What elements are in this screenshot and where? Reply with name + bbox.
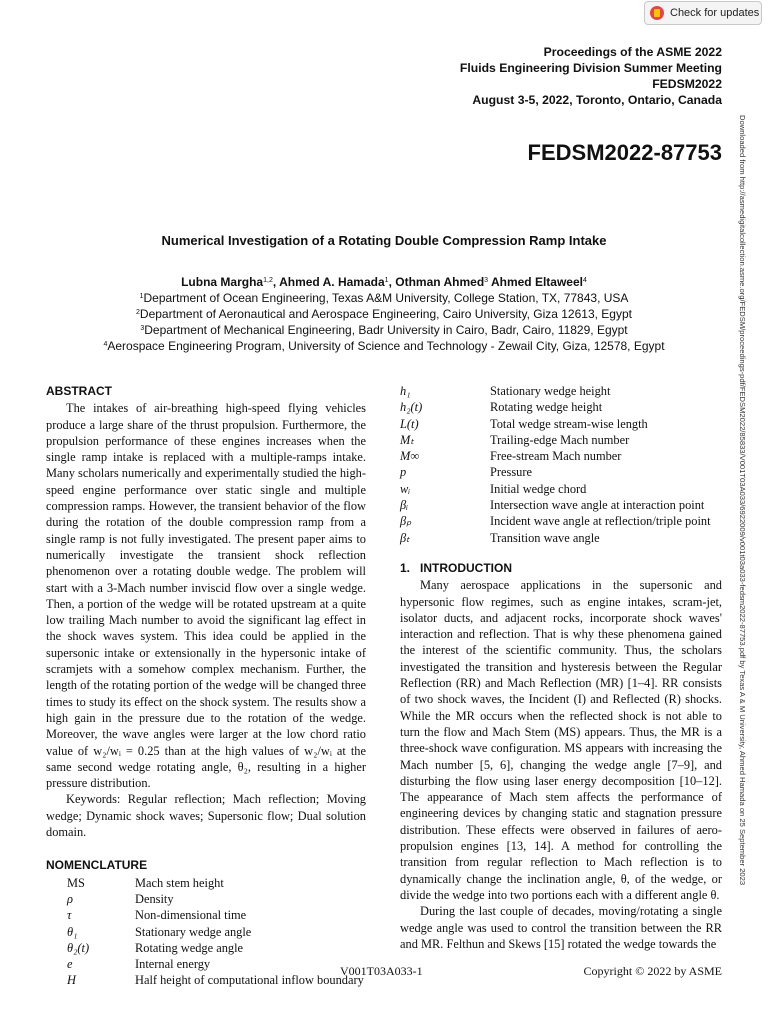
nomenclature-desc: Total wedge stream-wise length bbox=[490, 416, 648, 431]
affiliation-sup: 4 bbox=[103, 341, 108, 348]
author-name: Ahmed Eltaweel bbox=[490, 275, 583, 289]
nomenclature-symbol: βₜ bbox=[400, 530, 410, 545]
proceedings-line: Proceedings of the ASME 2022 bbox=[543, 45, 722, 59]
nomenclature-row bbox=[46, 875, 364, 891]
affiliation bbox=[0, 338, 768, 354]
author-separator: , bbox=[388, 275, 396, 289]
introduction-heading: 1. INTRODUCTION bbox=[400, 560, 513, 575]
nomenclature-desc: Stationary wedge height bbox=[490, 384, 611, 398]
affiliation bbox=[0, 322, 768, 338]
nomenclature-row bbox=[46, 891, 364, 907]
author-sup: 1 bbox=[384, 277, 389, 284]
nomenclature-row bbox=[400, 513, 711, 529]
nomenclature-symbol: βₚ bbox=[400, 514, 412, 529]
nomenclature-symbol: βᵢ bbox=[400, 498, 409, 513]
nomenclature-desc: Intersection wave angle at interaction point bbox=[490, 498, 705, 513]
nomenclature-symbol: H bbox=[67, 973, 76, 988]
nomenclature-row bbox=[400, 383, 711, 399]
nomenclature-row bbox=[400, 432, 711, 448]
nomenclature-symbol: e bbox=[67, 957, 73, 972]
nomenclature-symbol: Mₜ bbox=[400, 432, 414, 447]
affiliation bbox=[0, 290, 768, 306]
check-for-updates-button[interactable] bbox=[644, 1, 762, 25]
keywords-paragraph: Keywords: Regular reflection; Mach reflection; Moving wedge; Dynamic shock waves; Supersonic flow; Dual solution domain. bbox=[46, 792, 366, 840]
left-column bbox=[46, 383, 366, 989]
paper-id: FEDSM2022-87753 bbox=[527, 140, 722, 165]
proceedings-line: FEDSM2022 bbox=[652, 77, 722, 91]
nomenclature-table-right bbox=[400, 383, 711, 546]
author-name: Ahmed A. Hamada bbox=[279, 275, 385, 289]
nomenclature-symbol: θ₂(t) bbox=[67, 940, 90, 955]
affiliation-sup: 2 bbox=[136, 309, 140, 316]
proceedings-line: Fluids Engineering Division Summer Meeting bbox=[459, 61, 722, 75]
affiliation-text: Department of Aeronautical and Aerospace Engineering, Cairo University, Giza 12613, Egypt bbox=[139, 307, 632, 321]
nomenclature-row bbox=[46, 907, 364, 923]
proceedings-header bbox=[460, 44, 722, 108]
affiliation bbox=[0, 306, 768, 322]
affiliation-text: Department of Mechanical Engineering, Badr University in Cairo, Badr, Cairo, 11829, Egypt bbox=[144, 323, 628, 337]
nomenclature-desc: Stationary wedge angle bbox=[135, 924, 252, 939]
author-block bbox=[0, 274, 768, 354]
nomenclature-symbol: τ bbox=[67, 908, 72, 923]
nomenclature-symbol: h₂(t) bbox=[400, 400, 423, 415]
abstract-paragraph: The intakes of air-breathing high-speed flying vehicles produce a large share of the thrust propulsion. Furthermore, the propulsion performance of these engines increases when the single ramp intake is replaced with a multiple-ramps intake. Many scholars numerically and experimentally studied the high-speed engine performance over static single and multiple compression ramps. However, the transient behavior of the flow during the rotation of the double compression ramp from a single ramp is not fully investigated. The present paper aims to numerically investigate the transient shock reflection phenomenon over a rotating double wedge. The problem will start with a 3-Mach number inviscid flow over a single wedge. Then, a portion of the wedge will be rotated upstream at a quite low trailing Mach number to avoid the significant lag effect in the shock waves system. This idea could be applied in the supersonic intake or extensionally in the hypersonic intake of scramjets with a somehow complex mechanism. Further, the length of the rotating portion of the wedge will be changed three times to study its effect on the shock system. The results show a high gain in the pressure due to the rotation of the wedge. Moreover, the wave angles were larger at the low chord ratio value of w₂/wᵢ = 0.25 than at the high values of w₂/wᵢ at the same second wedge rotating angle, θ₂, resulting in a higher pressure distribution. bbox=[46, 401, 366, 791]
author-name: Lubna Margha bbox=[181, 275, 264, 289]
crossmark-icon bbox=[650, 6, 664, 20]
proceedings-line: August 3-5, 2022, Toronto, Ontario, Canada bbox=[472, 93, 722, 107]
nomenclature-row bbox=[46, 924, 364, 940]
nomenclature-heading: NOMENCLATURE bbox=[46, 858, 148, 873]
nomenclature-row bbox=[46, 956, 364, 972]
nomenclature-row bbox=[400, 497, 711, 513]
nomenclature-desc: Internal energy bbox=[135, 957, 211, 972]
nomenclature-desc: Incident wave angle at reflection/triple point bbox=[490, 514, 711, 529]
introduction-paragraph: During the last couple of decades, moving/rotating a single wedge angle was used to control the transition between the RR and MR. Felthun and Skews [15] rotated the wedge towards the bbox=[400, 904, 722, 951]
nomenclature-row bbox=[400, 399, 711, 415]
nomenclature-symbol: ρ bbox=[67, 891, 73, 906]
nomenclature-desc: Mach stem height bbox=[135, 875, 224, 890]
nomenclature-row bbox=[46, 940, 364, 956]
nomenclature-desc: Pressure bbox=[490, 465, 532, 480]
author-sup: 4 bbox=[582, 277, 587, 284]
nomenclature-symbol: θ₁ bbox=[67, 924, 78, 939]
nomenclature-symbol: h₁ bbox=[400, 384, 411, 398]
nomenclature-row bbox=[400, 416, 711, 432]
author-sup: 1,2 bbox=[263, 277, 273, 284]
introduction-paragraph: Many aerospace applications in the supersonic and hypersonic flow regimes, such as engine intakes, scram-jet, isolator ducts, and adjacent rocks, incorporate shock waves' interaction and reflection. That is why these phenomena gained the interest of the scientific community. Thus, the scholars investigated the transition and hysteresis between the Regular Reflection (RR) and Mach Reflection (MR) [1–4]. RR consists of two shock waves, the Incident (I) and Reflected (R) shocks. While the MR occurs when the reflected shock is not able to turn the flow and Mach Stem (MS) appears. Thus, the MR is a three-shock wave configuration. MS appears with increasing the Mach number [5, 6], changing the wedge angle [7–9], and disturbing the flow using laser energy decomposition [10–12]. The appearance of Mach stem affects the performance of engineering devices by changing static and stagnation pressure distribution. These effects were observed in failures of aero-propulsion engines [13, 14]. A method for controlling the transition from regular reflection to Mach reflection is to dynamically change the inclination angle, θ, of the wedge, or divide the wedge into two portions each with a different angle θ. bbox=[400, 578, 722, 902]
author-list bbox=[0, 274, 768, 290]
nomenclature-desc: Half height of computational inflow boundary bbox=[135, 973, 364, 988]
affiliation-text: Department of Ocean Engineering, Texas A&M University, College Station, TX, 77843, USA bbox=[143, 291, 629, 305]
nomenclature-table-left bbox=[46, 875, 364, 989]
author-sup: 3 bbox=[484, 277, 489, 284]
nomenclature-desc: Trailing-edge Mach number bbox=[490, 432, 630, 447]
abstract-heading: ABSTRACT bbox=[46, 384, 112, 398]
page-number: V001T03A033-1 bbox=[340, 964, 423, 978]
nomenclature-symbol: wᵢ bbox=[400, 481, 411, 496]
affiliation-sup: 3 bbox=[140, 325, 145, 332]
nomenclature-desc: Initial wedge chord bbox=[490, 481, 587, 496]
nomenclature-symbol: L(t) bbox=[400, 416, 419, 431]
nomenclature-row bbox=[400, 481, 711, 497]
right-column bbox=[400, 383, 722, 952]
nomenclature-desc: Density bbox=[135, 891, 174, 906]
affiliation-sup: 1 bbox=[139, 293, 144, 300]
nomenclature-desc: Transition wave angle bbox=[490, 530, 600, 545]
download-watermark bbox=[738, 115, 750, 910]
nomenclature-symbol: p bbox=[400, 465, 407, 480]
nomenclature-row bbox=[400, 464, 711, 480]
nomenclature-symbol: M∞ bbox=[400, 449, 420, 464]
author-name: Othman Ahmed bbox=[395, 275, 485, 289]
nomenclature-row bbox=[46, 972, 364, 988]
nomenclature-desc: Free-stream Mach number bbox=[490, 449, 622, 464]
check-for-updates-label: Check for updates bbox=[670, 7, 760, 19]
nomenclature-desc: Rotating wedge height bbox=[490, 400, 603, 415]
nomenclature-symbol: MS bbox=[67, 875, 85, 890]
paper-title: Numerical Investigation of a Rotating Double Compression Ramp Intake bbox=[161, 233, 607, 248]
nomenclature-desc: Rotating wedge angle bbox=[135, 940, 244, 955]
affiliation-text: Aerospace Engineering Program, University of Science and Technology - Zewail City, Giza, 12578, Egypt bbox=[107, 339, 665, 353]
nomenclature-desc: Non-dimensional time bbox=[135, 908, 247, 923]
nomenclature-row bbox=[400, 530, 711, 546]
copyright: Copyright © 2022 by ASME bbox=[583, 964, 722, 978]
nomenclature-row bbox=[400, 448, 711, 464]
download-watermark-text: Downloaded from http://asmedigitalcollection.asme.org/FEDSM/proceedings-pdf/FEDSM2022/85833/V001T03A033/6922009/v001t03a033-fedsm2022-87753.pdf by Texas A & M University, Ahmed Hamada on 25 September 2023 bbox=[738, 115, 747, 886]
author-separator: , bbox=[272, 275, 280, 289]
